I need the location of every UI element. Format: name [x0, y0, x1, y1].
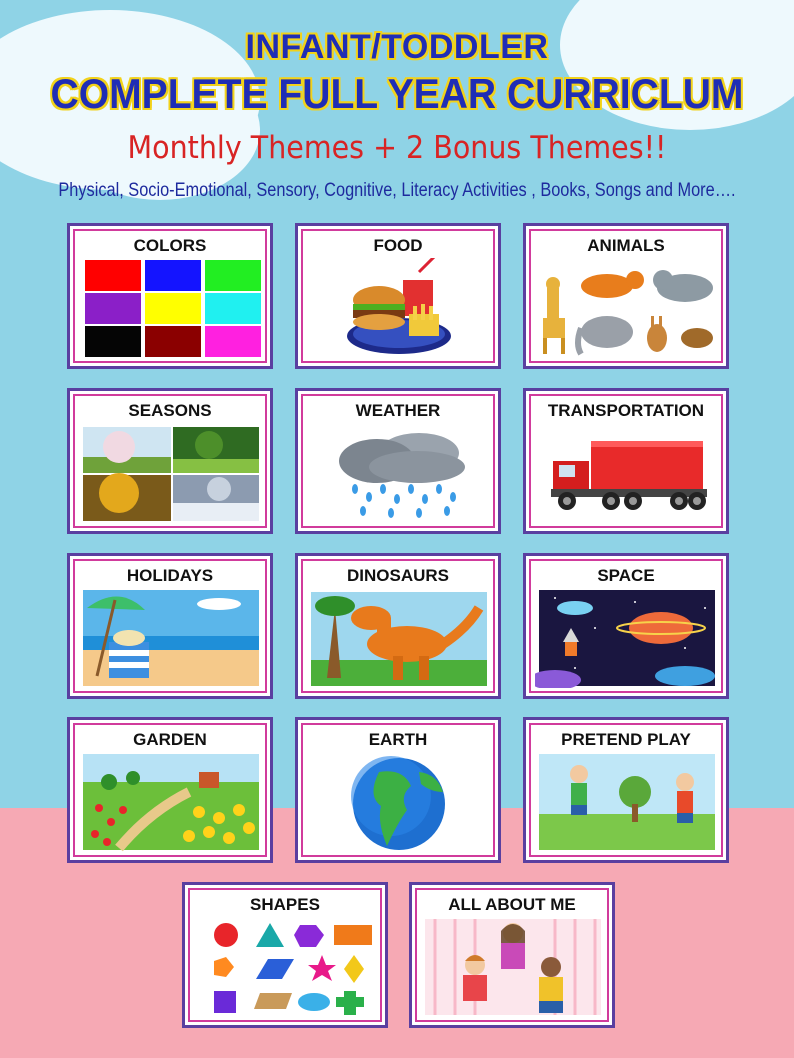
theme-label: ALL ABOUT ME	[448, 895, 576, 914]
theme-label: COLORS	[133, 236, 207, 255]
theme-card-animals	[523, 223, 729, 369]
shapes-icon	[194, 917, 376, 1017]
beach-icon	[79, 588, 261, 688]
theme-card-shapes	[182, 882, 388, 1028]
theme-label: SHAPES	[250, 895, 320, 914]
theme-card-space	[523, 553, 729, 699]
theme-card-all-about-me	[409, 882, 615, 1028]
subtitle: Monthly Themes + 2 Bonus Themes!!	[127, 130, 667, 166]
space-planets-icon	[535, 588, 717, 688]
theme-card-food	[295, 223, 501, 369]
children-icon	[421, 917, 603, 1017]
theme-card-pretend-play	[523, 717, 729, 863]
rain-cloud-icon	[307, 423, 489, 523]
garden-flowers-icon	[79, 752, 261, 852]
theme-label: DINOSAURS	[346, 566, 449, 585]
theme-label: ANIMALS	[587, 236, 665, 255]
theme-label: WEATHER	[355, 401, 441, 420]
theme-card-garden	[67, 717, 273, 863]
animals-icon	[535, 258, 717, 358]
theme-label: FOOD	[373, 236, 423, 255]
theme-label: SPACE	[597, 566, 655, 585]
theme-label: GARDEN	[133, 730, 207, 749]
theme-label: EARTH	[368, 730, 428, 749]
theme-card-dinosaurs	[295, 553, 501, 699]
theme-card-earth	[295, 717, 501, 863]
theme-label: HOLIDAYS	[126, 566, 214, 585]
theme-label: SEASONS	[128, 401, 212, 420]
tagline: Physical, Socio-Emotional, Sensory, Cognitive, Literacy Activities , Books, Songs and More….	[58, 180, 736, 201]
four-seasons-photo	[79, 423, 261, 523]
theme-card-seasons	[67, 388, 273, 534]
truck-icon	[535, 423, 717, 523]
color-swatches-icon	[79, 258, 261, 358]
dinosaur-icon	[307, 588, 489, 688]
theme-card-transportation	[523, 388, 729, 534]
theme-card-colors	[67, 223, 273, 369]
kids-playing-icon	[535, 752, 717, 852]
theme-label: TRANSPORTATION	[547, 401, 705, 420]
burger-fries-drink-icon	[307, 258, 489, 358]
title-line-2: COMPLETE FULL YEAR CURRICLUM	[50, 70, 744, 117]
theme-label: PRETEND PLAY	[561, 730, 691, 749]
theme-card-holidays	[67, 553, 273, 699]
theme-card-weather	[295, 388, 501, 534]
globe-icon	[307, 752, 489, 852]
title-line-1: INFANT/TODDLER	[245, 28, 549, 66]
